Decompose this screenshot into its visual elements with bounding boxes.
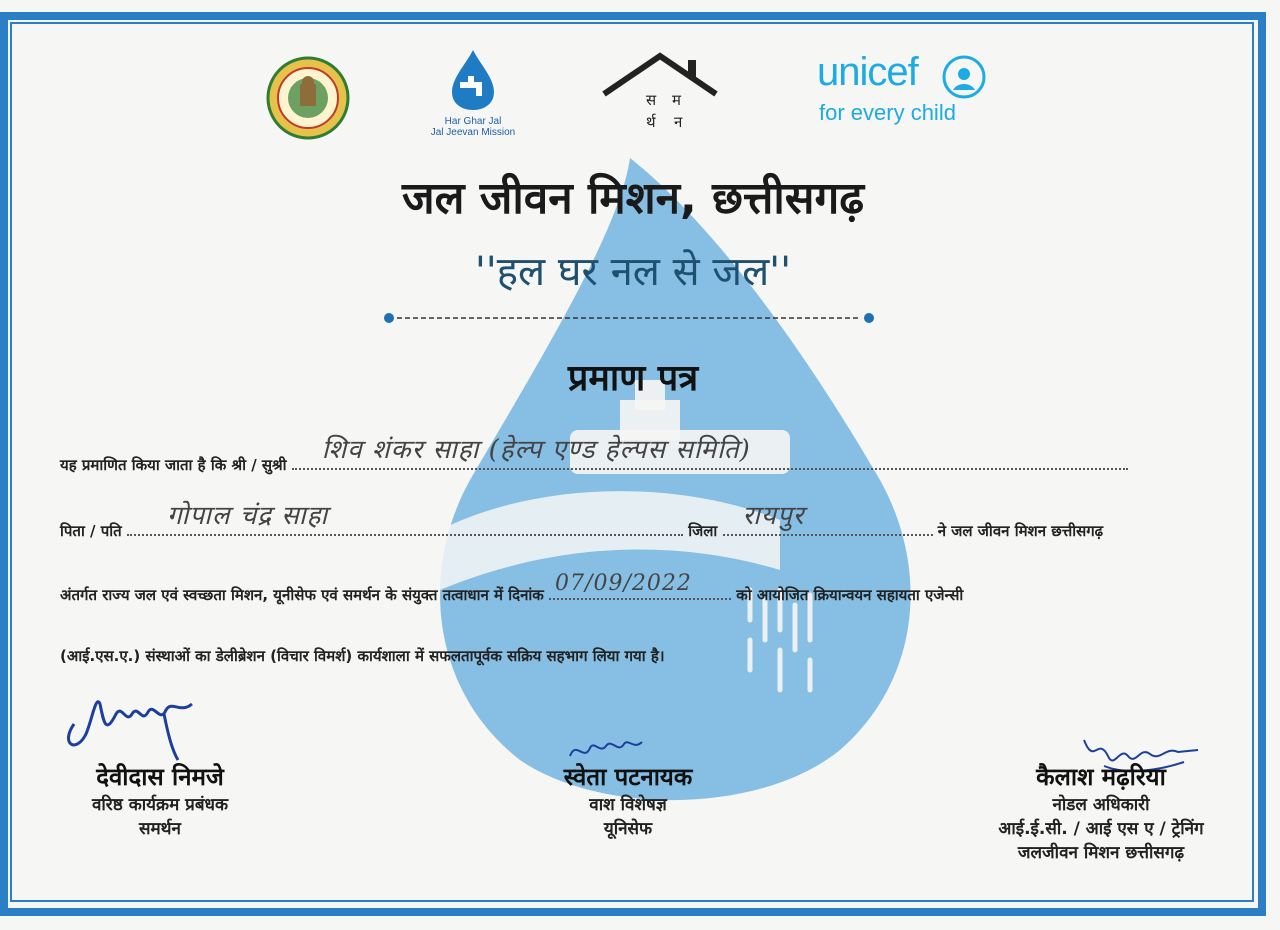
recipient-field xyxy=(292,435,1128,470)
district-label: जिला xyxy=(688,522,718,540)
district-field xyxy=(723,501,933,536)
samarthan-letter-1: स xyxy=(646,91,657,109)
signatory-3-org: जलजीवन मिशन छत्तीसगढ़ xyxy=(1017,843,1185,863)
signatory-2-name: स्वेता पटनायक xyxy=(563,763,693,791)
line2-tail: ने जल जीवन मिशन छत्तीसगढ़ xyxy=(937,522,1104,540)
unicef-logo xyxy=(815,50,995,130)
date-field xyxy=(549,571,731,600)
father-name-handwritten: गोपाल चंद्र साहा xyxy=(166,501,329,531)
mission-title: जल जीवन मिशन, छत्तीसगढ़ xyxy=(401,173,865,224)
chhattisgarh-seal-logo xyxy=(266,56,350,140)
hgj-line1: Har Ghar Jal xyxy=(444,116,502,127)
certificate-line-2 xyxy=(60,501,1200,541)
signatory-2-role: वाश विशेषज्ञ xyxy=(589,795,667,815)
father-field xyxy=(127,501,683,536)
samarthan-letter-2: म xyxy=(672,91,681,109)
signatory-2 xyxy=(508,760,748,841)
signature-1-scribble xyxy=(56,684,216,764)
certificate-line-3 xyxy=(60,571,1200,605)
signatory-3-name: कैलाश मढ़रिया xyxy=(1036,763,1166,791)
signatory-3 xyxy=(956,760,1246,865)
samarthan-letter-3: र्थ xyxy=(646,113,656,131)
signatory-1-name: देवीदास निमजे xyxy=(96,763,224,791)
certificate-heading: प्रमाण पत्र xyxy=(567,358,699,399)
unicef-wordmark: unicef xyxy=(817,50,918,94)
signatory-1 xyxy=(40,760,280,841)
signatory-2-org: यूनिसेफ xyxy=(603,819,653,839)
recipient-name-handwritten: शिव शंकर साहा (हेल्प एण्ड हेल्पस समिति) xyxy=(321,435,751,465)
samarthan-logo xyxy=(600,50,720,140)
line3-text: अंतर्गत राज्य जल एवं स्वच्छता मिशन, यूनीसेफ एवं समर्थन के संयुक्त तत्वाधान में दिनांक xyxy=(60,586,544,604)
water-tap-drop-icon xyxy=(448,48,498,112)
roof-icon xyxy=(600,50,720,100)
recipient-label: यह प्रमाणित किया जाता है कि श्री / सुश्री xyxy=(60,456,287,474)
line3-tail: को आयोजित क्रियान्वयन सहायता एजेन्सी xyxy=(736,586,964,604)
samarthan-letter-4: न xyxy=(674,113,683,131)
signatory-3-role: नोडल अधिकारी xyxy=(1052,795,1150,815)
signatory-3-dept: आई.ई.सी. / आई एस ए / ट्रेनिंग xyxy=(998,819,1204,839)
unicef-tagline: for every child xyxy=(819,100,956,125)
signatory-1-org: समर्थन xyxy=(139,819,181,839)
certificate-line-4 xyxy=(60,646,1200,666)
father-label: पिता / पति xyxy=(60,522,122,540)
certificate-line-1 xyxy=(60,435,1200,475)
mission-slogan: ''हल घर नल से जल'' xyxy=(474,249,792,295)
line4-text: (आई.एस.ए.) संस्थाओं का डेलीब्रेशन (विचार विमर्श) कार्यशाला में सफलतापूर्वक सक्रिय सहभाग लिया गया है। xyxy=(60,647,665,665)
signatory-1-role: वरिष्ठ कार्यक्रम प्रबंधक xyxy=(91,795,229,815)
har-ghar-jal-logo xyxy=(418,48,528,140)
decorative-divider xyxy=(383,312,875,324)
district-name-handwritten: रायपुर xyxy=(742,501,805,531)
date-handwritten: 07/09/2022 xyxy=(555,571,692,596)
unicef-globe-icon xyxy=(941,54,987,100)
hgj-line2: Jal Jeevan Mission xyxy=(430,127,516,138)
